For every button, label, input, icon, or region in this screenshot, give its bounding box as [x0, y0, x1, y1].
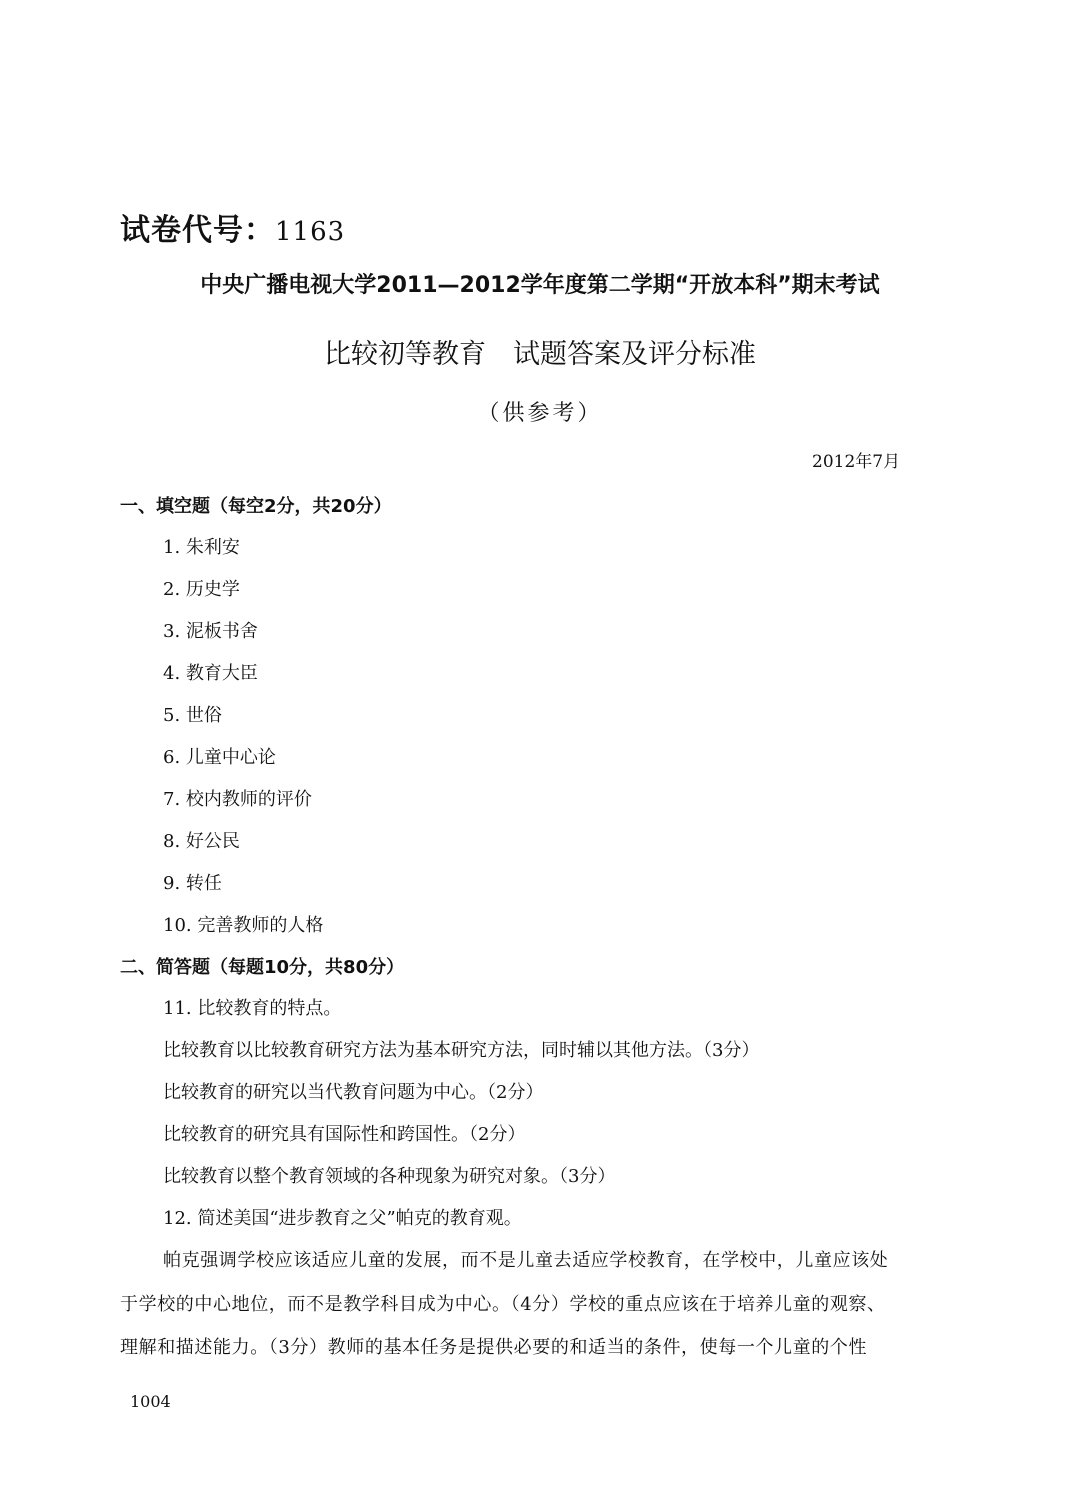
answer-item: 10. 完善教师的人格 — [163, 915, 324, 936]
section-heading-short-answer: 二、简答题（每题10分，共80分） — [120, 957, 405, 978]
answer-line: 于学校的中心地位，而不是教学科目成为中心。（4分）学校的重点应该在于培养儿童的观察、 — [120, 1294, 886, 1315]
answer-line: 比较教育的研究以当代教育问题为中心。（2分） — [163, 1082, 544, 1103]
answer-item: 2. 历史学 — [163, 579, 240, 600]
answer-item: 9. 转任 — [163, 873, 222, 894]
document-date: 2012年7月 — [812, 452, 901, 472]
paper-code — [120, 205, 345, 249]
paper-code-value: 1163 — [275, 217, 346, 247]
answer-item: 6. 儿童中心论 — [163, 747, 276, 768]
page-number: 1004 — [130, 1392, 171, 1411]
document-title: 比较初等教育 试题答案及评分标准 — [324, 339, 756, 370]
question-12: 12. 简述美国“进步教育之父”帕克的教育观。 — [163, 1208, 522, 1229]
answer-line: 理解和描述能力。（3分）教师的基本任务是提供必要的和适当的条件，使每一个儿童的个性 — [120, 1337, 868, 1358]
reference-note: （供参考） — [477, 401, 603, 426]
answer-item: 7. 校内教师的评价 — [163, 789, 312, 810]
paper-code-label: 试卷代号： — [120, 213, 275, 248]
institution-line: 中央广播电视大学2011—2012学年度第二学期“开放本科”期末考试 — [200, 273, 880, 298]
answer-item: 1. 朱利安 — [163, 537, 240, 558]
answer-item: 5. 世俗 — [163, 705, 222, 726]
answer-item: 3. 泥板书舍 — [163, 621, 258, 642]
answer-line: 比较教育以整个教育领域的各种现象为研究对象。（3分） — [163, 1166, 616, 1187]
section-heading-fill-in: 一、填空题（每空2分，共20分） — [120, 496, 392, 517]
answer-item: 4. 教育大臣 — [163, 663, 258, 684]
answer-line: 比较教育以比较教育研究方法为基本研究方法，同时辅以其他方法。（3分） — [163, 1040, 760, 1061]
answer-line: 帕克强调学校应该适应儿童的发展，而不是儿童去适应学校教育，在学校中，儿童应该处 — [163, 1250, 889, 1271]
answer-line: 比较教育的研究具有国际性和跨国性。（2分） — [163, 1124, 526, 1145]
answer-item: 8. 好公民 — [163, 831, 240, 852]
question-11: 11. 比较教育的特点。 — [163, 998, 342, 1019]
